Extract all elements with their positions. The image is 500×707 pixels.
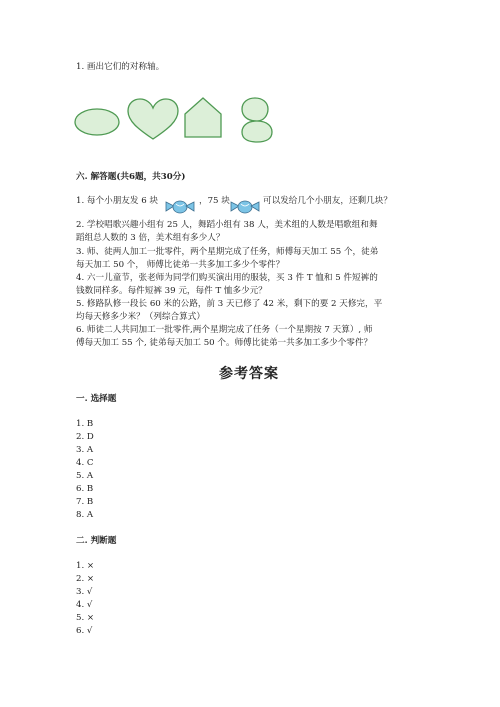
candy-icon [229, 198, 261, 216]
judge-answer: 2. × [76, 574, 95, 584]
heart-shape [128, 99, 178, 139]
choice-section-heading: 一. 选择题 [76, 394, 117, 404]
problem-3-line-1: 3. 师、徒两人加工一批零件，两个星期完成了任务，师傅每天加工 55 个，徒弟 [76, 247, 379, 257]
judge-answer: 3. √ [76, 587, 93, 597]
problem-1-part-c: 可以发给几个小朋友，还剩几块？ [263, 196, 392, 206]
problem-4-line-1: 4. 六一儿童节，张老师为同学们购买演出用的服装，买 3 件 T 恤和 5 件短裤的 [76, 273, 378, 283]
problem-4-line-2: 钱数同样多。每件短裤 39 元，每件 T 恤多少元？ [76, 286, 267, 296]
choice-answer: 5. A [76, 471, 94, 481]
figure-eight-shape [242, 98, 272, 142]
judge-answer: 1. × [76, 561, 95, 571]
problem-5-line-2: 均每天修多少米？（列综合算式） [76, 312, 205, 322]
choice-answer: 1. B [76, 419, 94, 429]
choice-answer: 7. B [76, 497, 94, 507]
judge-answer: 6. √ [76, 626, 93, 636]
judge-answer: 4. √ [76, 600, 93, 610]
answer-key-title: 参考答案 [219, 366, 279, 382]
problem-3-line-2: 每天加工 50 个， 师傅比徒弟一共多加工多少个零件？ [76, 260, 285, 270]
judge-section-heading: 二. 判断题 [76, 536, 117, 546]
problem-1-part-a: 1. 每个小朋友发 6 块 [76, 196, 159, 206]
symmetric-shapes [72, 97, 282, 143]
problem-2-line-1: 2. 学校唱歌兴趣小组有 25 人，舞蹈小组有 38 人，美术组的人数是唱歌组和舞 [76, 220, 378, 230]
choice-answer: 6. B [76, 484, 94, 494]
house-shape [185, 98, 221, 137]
section-heading-problems: 六. 解答题(共6题，共30分) [76, 172, 186, 182]
choice-answer: 8. A [76, 510, 94, 520]
choice-answer: 4. C [76, 458, 94, 468]
question-draw-axis: 1. 画出它们的对称轴。 [76, 62, 165, 72]
choice-answer: 2. D [76, 432, 94, 442]
candy-icon [164, 198, 196, 216]
problem-2-line-2: 蹈组总人数的 3 倍，美术组有多少人？ [76, 233, 225, 243]
problem-6-line-2: 傅每天加工 55 个, 徒弟每天加工 50 个。师傅比徒弟一共多加工多少个零件？ [76, 338, 373, 348]
problem-1-part-b: ，75 块 [199, 196, 230, 206]
problem-6-line-1: 6. 师徒二人共同加工一批零件,两个星期完成了任务（一个星期按 7 天算）, 师 [76, 325, 373, 335]
problem-5-line-1: 5. 修路队修一段长 60 米的公路，前 3 天已修了 42 米，剩下的要 2 天修完，平 [76, 299, 383, 309]
choice-answer: 3. A [76, 445, 94, 455]
ellipse-shape [75, 109, 119, 135]
judge-answer: 5. × [76, 613, 95, 623]
